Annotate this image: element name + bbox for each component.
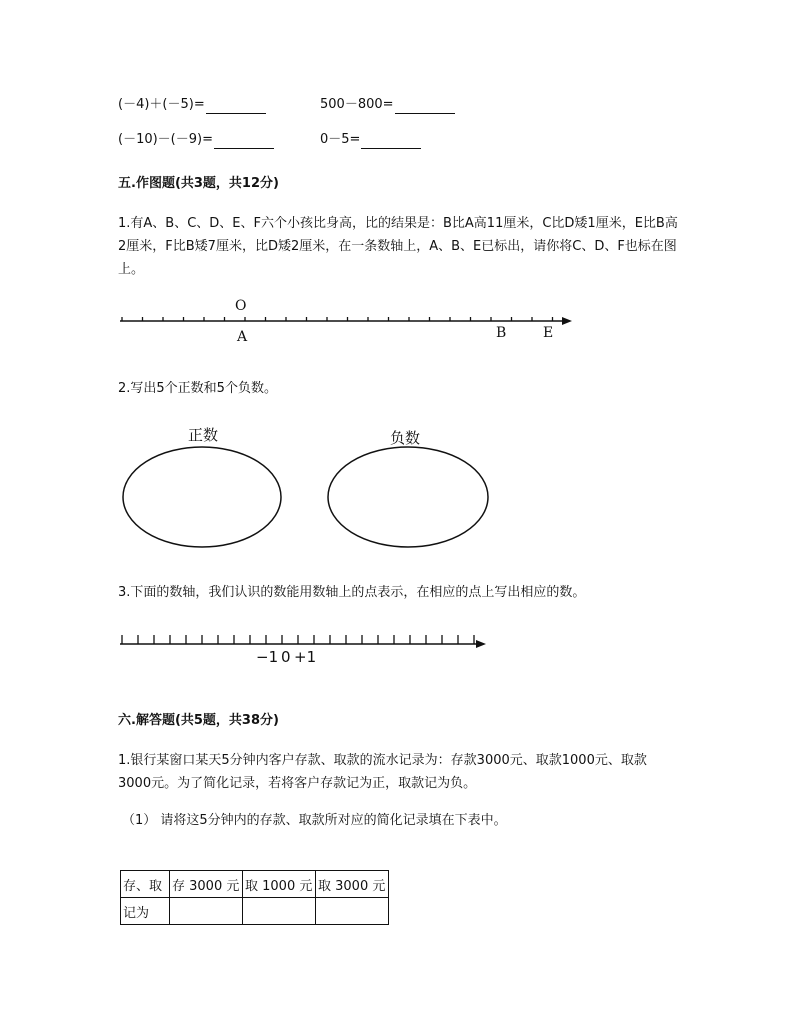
- exercise-text: 0－5=: [320, 132, 361, 147]
- exercise-2-left: [118, 131, 274, 149]
- record-table: [120, 870, 389, 925]
- table-header-cell: 存 3000 元: [170, 871, 243, 898]
- exercise-1-right: [320, 96, 455, 114]
- answer-cell[interactable]: [316, 898, 389, 925]
- label-origin: O: [235, 298, 247, 314]
- label-a: A: [237, 329, 248, 345]
- positive-label: 正数: [188, 426, 219, 444]
- answer-cell[interactable]: [243, 898, 316, 925]
- table-header-cell: 取 3000 元: [316, 871, 389, 898]
- table-cell: 记为: [121, 898, 170, 925]
- number-line-2: [120, 635, 486, 648]
- answer-blank[interactable]: [206, 100, 266, 114]
- label-b: B: [496, 325, 507, 341]
- section6-q1-text: 1.银行某窗口某天5分钟内客户存款、取款的流水记录为：存款3000元、取款1000元、取款3000元。为了简化记录，若将客户存款记为正，取款记为负。: [118, 753, 647, 791]
- answer-blank[interactable]: [214, 135, 274, 149]
- number-line-1: [120, 317, 572, 325]
- exercise-text: (－10)－(－9)=: [118, 132, 213, 147]
- positive-ellipse: [123, 447, 281, 547]
- answer-blank[interactable]: [395, 100, 455, 114]
- label-neg1: −1: [256, 648, 279, 666]
- section6-q1-sub1: （1） 请将这5分钟内的存款、取款所对应的简化记录填在下表中。: [122, 813, 507, 828]
- section5-q1-text: 1.有A、B、C、D、E、F六个小孩比身高，比的结果是：B比A高11厘米，C比D矮1厘米，E比B高2厘米，F比B矮7厘米，比D矮2厘米，在一条数轴上，A、B、E已标出，请你将C、D、F也标在图上。: [118, 216, 678, 277]
- section5-q2-text: 2.写出5个正数和5个负数。: [118, 381, 277, 396]
- table-header-cell: 存、取: [121, 871, 170, 898]
- exercise-2-right: [320, 131, 421, 149]
- label-e: E: [543, 325, 554, 341]
- answer-cell[interactable]: [170, 898, 243, 925]
- table-header-cell: 取 1000 元: [243, 871, 316, 898]
- label-zero: 0: [281, 648, 291, 666]
- exercise-text: 500－800=: [320, 97, 394, 112]
- answer-blank[interactable]: [361, 135, 421, 149]
- answer-ellipses: [123, 447, 488, 547]
- label-pos1: +1: [294, 648, 317, 666]
- exercise-text: (－4)＋(－5)=: [118, 97, 205, 112]
- section5-title: 五.作图题(共3题，共12分): [118, 176, 279, 191]
- table-row: [121, 871, 389, 898]
- negative-ellipse: [328, 447, 488, 547]
- section6-title: 六.解答题(共5题，共38分): [118, 713, 279, 728]
- section5-q3-text: 3.下面的数轴，我们认识的数能用数轴上的点表示，在相应的点上写出相应的数。: [118, 585, 586, 600]
- exercise-1-left: [118, 96, 266, 114]
- negative-label: 负数: [390, 429, 421, 447]
- table-row: [121, 898, 389, 925]
